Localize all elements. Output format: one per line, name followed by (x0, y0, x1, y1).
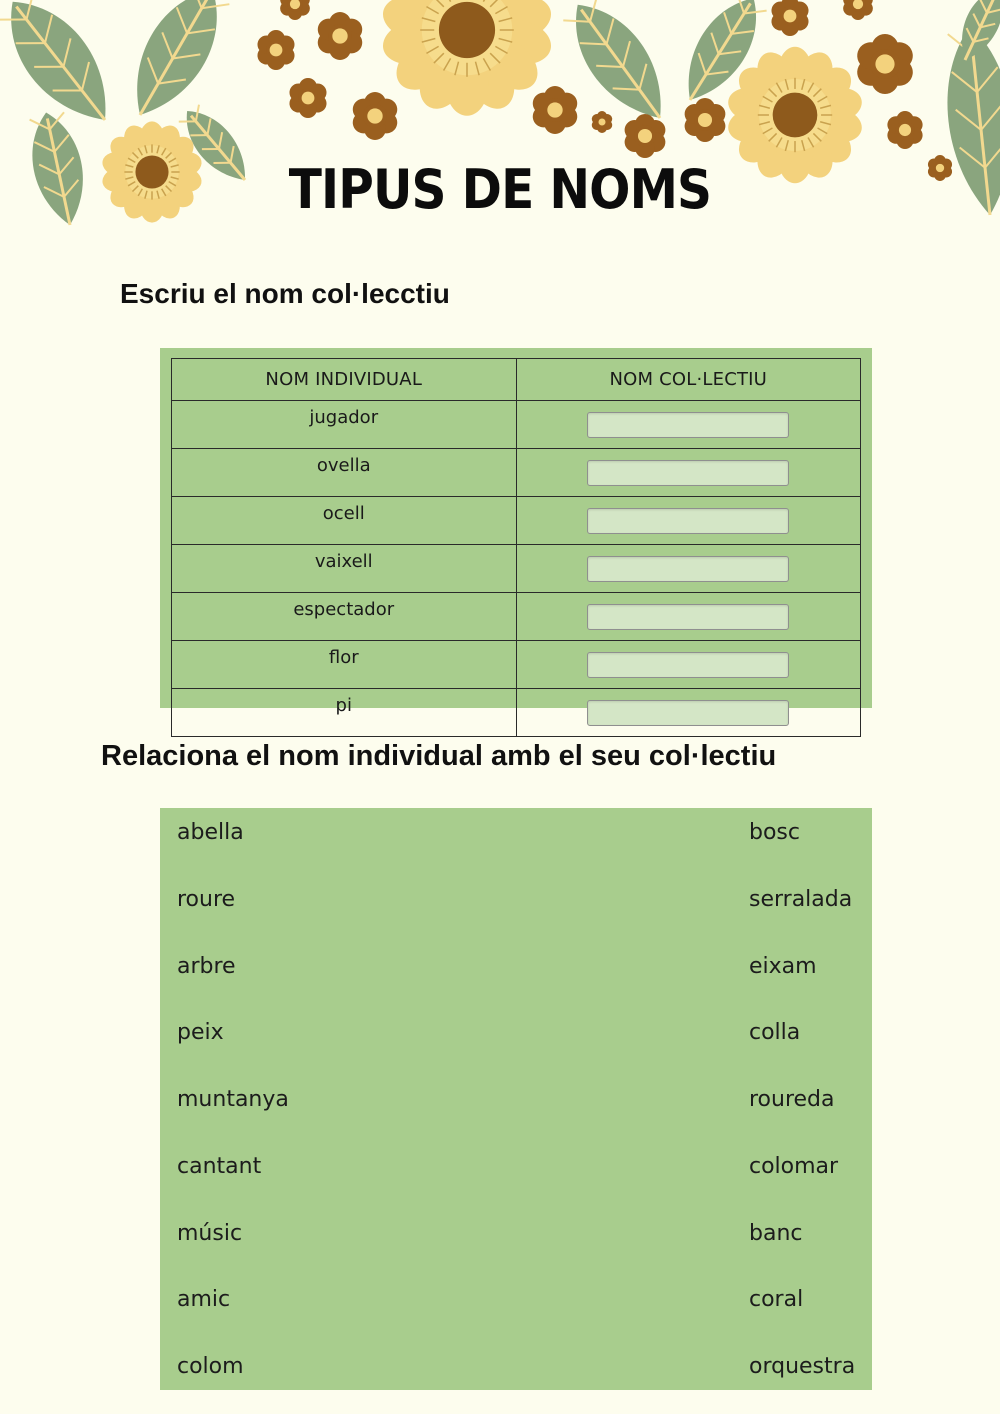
table-row (172, 689, 861, 737)
section2-heading: Relaciona el nom individual amb el seu col·lectiu (101, 740, 777, 772)
answer-cell (516, 449, 861, 497)
matching-panel (160, 808, 872, 1390)
collective-noun-input[interactable] (587, 652, 789, 678)
collective-noun-input[interactable] (587, 460, 789, 486)
collective-word[interactable]: banc (749, 1221, 803, 1246)
individual-word[interactable]: músic (177, 1221, 243, 1246)
column-header-individual: NOM INDIVIDUAL (172, 359, 517, 401)
individual-word[interactable]: peix (177, 1020, 224, 1045)
page-title: TIPUS DE NOMS (288, 158, 712, 221)
answer-cell (516, 497, 861, 545)
collective-noun-input[interactable] (587, 412, 789, 438)
individual-noun: ocell (172, 497, 517, 545)
small-flower-icon (278, 0, 313, 20)
collective-word[interactable]: serralada (749, 887, 853, 912)
leaf-icon (114, 0, 238, 130)
individual-word[interactable]: muntanya (177, 1087, 289, 1112)
collective-word[interactable]: colomar (749, 1154, 839, 1179)
collective-word[interactable]: bosc (749, 820, 800, 845)
column-header-collective: NOM COL·LECTIU (516, 359, 861, 401)
individual-noun: vaixell (172, 545, 517, 593)
individual-word[interactable]: colom (177, 1354, 244, 1379)
individual-word[interactable]: roure (177, 887, 236, 912)
individual-word[interactable]: cantant (177, 1154, 262, 1179)
individual-noun: espectador (172, 593, 517, 641)
small-flower-icon (852, 34, 917, 94)
collective-word[interactable]: colla (749, 1020, 801, 1045)
small-flower-icon (590, 111, 614, 133)
collective-noun-table (171, 358, 861, 737)
individual-noun: flor (172, 641, 517, 689)
collective-word[interactable]: orquestra (749, 1354, 856, 1379)
sunflower-icon (378, 0, 555, 117)
answer-cell (516, 689, 861, 737)
collective-word[interactable]: eixam (749, 954, 817, 979)
small-flower-icon (254, 30, 298, 70)
table-row (172, 401, 861, 449)
individual-word[interactable]: arbre (177, 954, 236, 979)
answer-cell (516, 545, 861, 593)
small-flower-icon (621, 114, 669, 158)
table-row (172, 641, 861, 689)
collective-word[interactable]: coral (749, 1287, 804, 1312)
table-row (172, 593, 861, 641)
individual-word[interactable]: amic (177, 1287, 231, 1312)
individual-noun: pi (172, 689, 517, 737)
individual-noun: ovella (172, 449, 517, 497)
answer-cell (516, 401, 861, 449)
individual-noun: jugador (172, 401, 517, 449)
answer-cell (516, 593, 861, 641)
small-flower-icon (349, 92, 401, 140)
small-flower-icon (884, 111, 925, 149)
collective-word[interactable]: roureda (749, 1087, 835, 1112)
table-row (172, 545, 861, 593)
small-flower-icon (768, 0, 812, 36)
small-flower-icon (841, 0, 876, 20)
collective-noun-input[interactable] (587, 556, 789, 582)
leaf-icon (0, 0, 130, 139)
small-flower-icon (681, 98, 729, 142)
table-row (172, 449, 861, 497)
section1-heading: Escriu el nom col·lecctiu (120, 278, 450, 309)
small-flower-icon (314, 12, 366, 60)
small-flower-icon (286, 78, 330, 118)
small-flower-icon (529, 86, 581, 134)
table-row (172, 497, 861, 545)
collective-noun-input[interactable] (587, 508, 789, 534)
fill-in-panel (160, 348, 872, 716)
collective-noun-input[interactable] (587, 700, 789, 726)
answer-cell (516, 641, 861, 689)
collective-noun-input[interactable] (587, 604, 789, 630)
individual-word[interactable]: abella (177, 820, 244, 845)
